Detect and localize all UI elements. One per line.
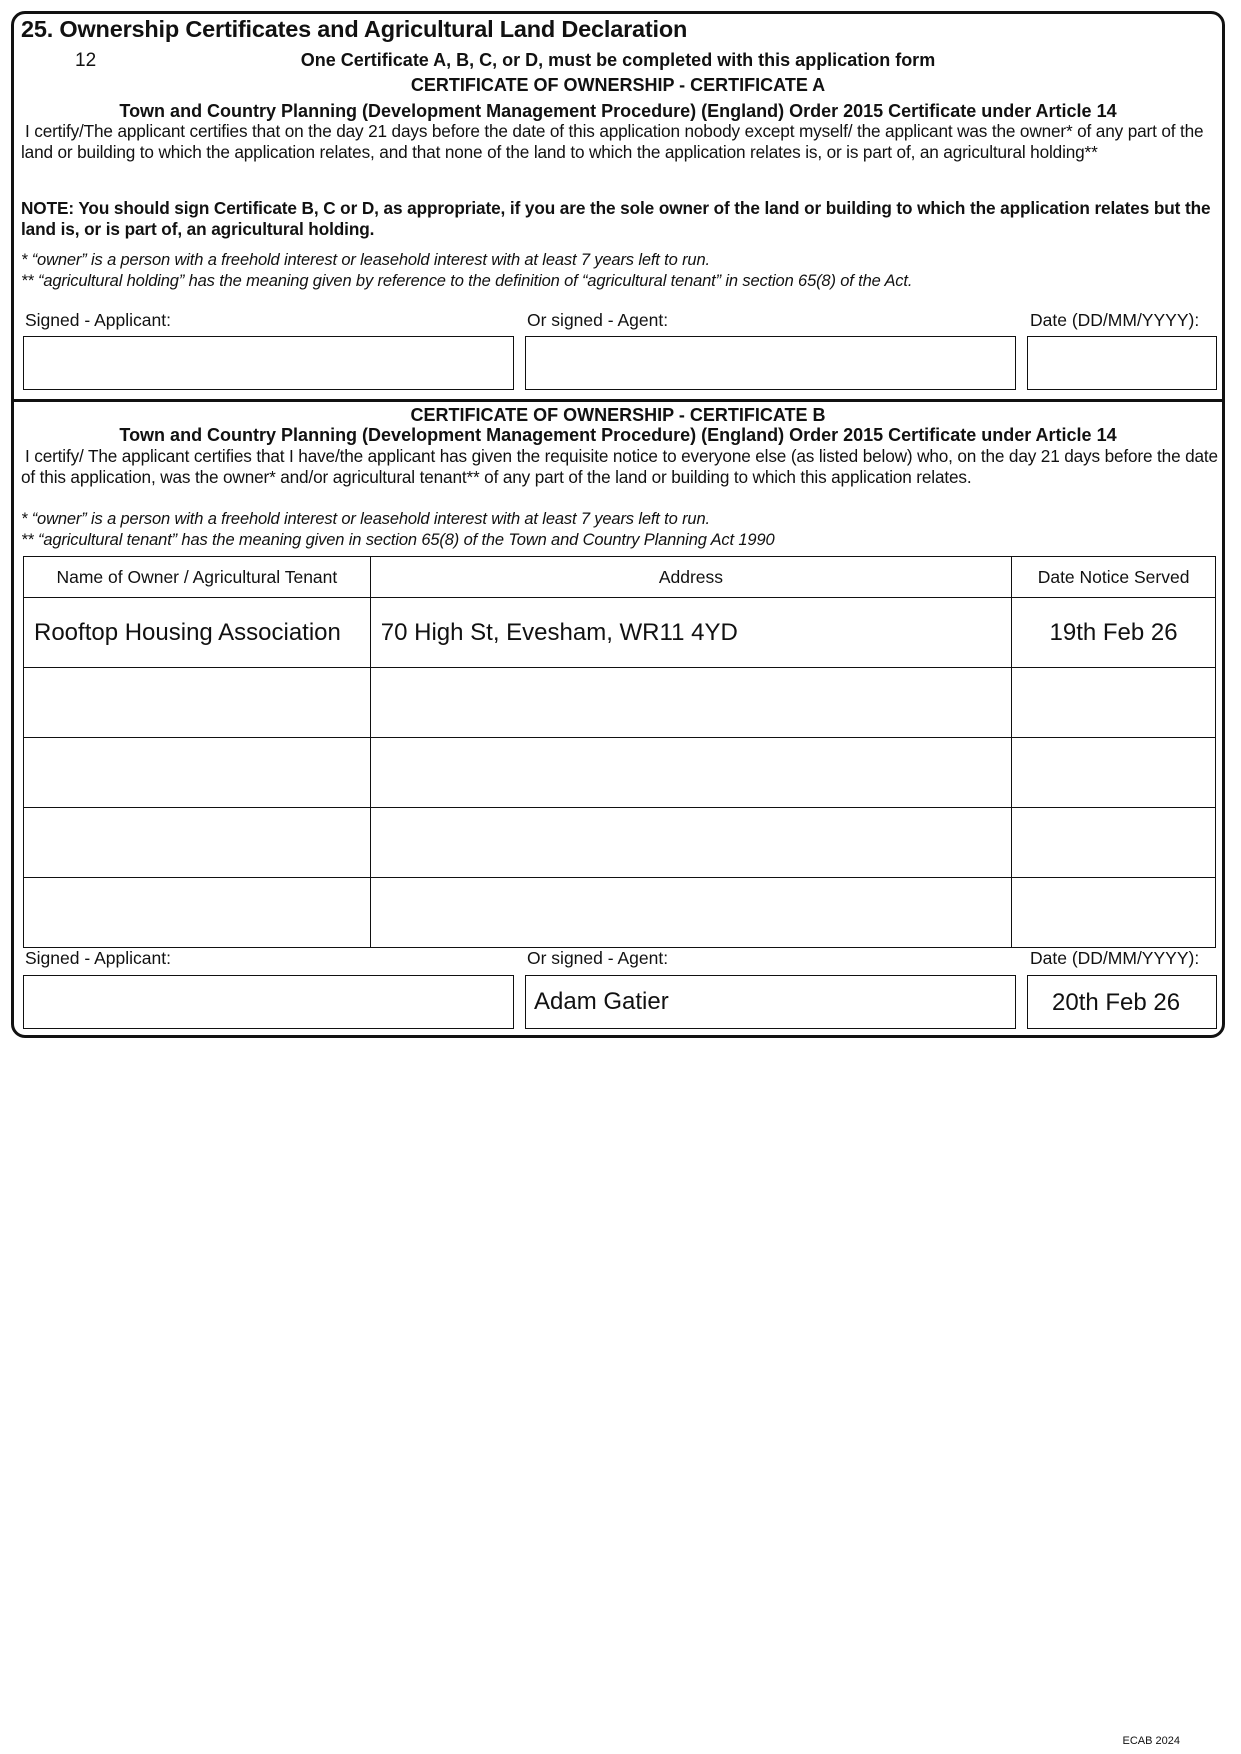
address-cell[interactable] (370, 738, 1011, 808)
section-divider (11, 399, 1225, 402)
cert-b-footnote-owner: * “owner” is a person with a freehold interest or leasehold interest with at least 7 years left to run. (21, 510, 710, 528)
table-row (24, 878, 1216, 948)
cert-a-agent-signature-field[interactable] (525, 336, 1016, 390)
table-row (24, 738, 1216, 808)
header-address: Address (370, 557, 1011, 598)
date-served-cell[interactable] (1012, 878, 1216, 948)
cert-b-date-value: 20th Feb 26 (1052, 989, 1181, 1016)
address-cell[interactable] (370, 808, 1011, 878)
table-row (24, 598, 1216, 668)
cert-a-body: I certify/The applicant certifies that on the day 21 days before the date of this application nobody except myself/ the applicant was the owner* of any part of the land or building to which the application relates, and that none of the land to which the application relates is, or is part of, an agricultural holding** (21, 121, 1204, 162)
cert-a-date-label: Date (DD/MM/YYYY): (1030, 310, 1200, 330)
cert-b-title: CERTIFICATE OF OWNERSHIP - CERTIFICATE B (410, 405, 826, 425)
cert-a-subtitle: Town and Country Planning (Development Management Procedure) (England) Order 2015 Certificate under Article 14 (119, 101, 1117, 121)
owner-name-cell[interactable] (24, 878, 371, 948)
cert-b-subtitle: Town and Country Planning (Development Management Procedure) (England) Order 2015 Certificate under Article 14 (119, 425, 1117, 445)
address-cell[interactable] (370, 878, 1011, 948)
header-owner-name: Name of Owner / Agricultural Tenant (24, 557, 371, 598)
field-number: 12 (75, 50, 97, 71)
cert-a-date-field[interactable] (1027, 336, 1217, 390)
cert-b-agent-label: Or signed - Agent: (527, 948, 669, 968)
owners-table (23, 556, 1216, 948)
date-served-cell[interactable] (1012, 738, 1216, 808)
table-row (24, 808, 1216, 878)
cert-a-agent-label: Or signed - Agent: (527, 310, 669, 330)
cert-b-body: I certify/ The applicant certifies that I have/the applicant has given the requisite notice to everyone else (as listed below) who, on the day 21 days before the date of this application, was the owner* and/or agricultural tenant** of any part of the land or building to which this application relates. (21, 446, 1218, 487)
table-header-row (24, 557, 1216, 598)
cert-a-title: CERTIFICATE OF OWNERSHIP - CERTIFICATE A (410, 75, 826, 95)
cert-b-footnote-tenant: ** “agricultural tenant” has the meaning given in section 65(8) of the Town and Country Planning Act 1990 (21, 531, 775, 549)
address-cell[interactable]: 70 High St, Evesham, WR11 4YD (370, 598, 1011, 668)
cert-a-applicant-label: Signed - Applicant: (25, 310, 171, 330)
cert-b-date-label: Date (DD/MM/YYYY): (1030, 948, 1200, 968)
cert-a-footnote-holding: ** “agricultural holding” has the meaning given by reference to the definition of “agricultural tenant” in section 65(8) of the Act. (21, 272, 913, 290)
owner-name-cell[interactable] (24, 808, 371, 878)
form-version-code: ECAB 2024 (1122, 1735, 1180, 1747)
cert-a-footnote-owner: * “owner” is a person with a freehold interest or leasehold interest with at least 7 years left to run. (21, 251, 710, 269)
date-served-cell[interactable] (1012, 808, 1216, 878)
cert-b-date-field[interactable] (1027, 975, 1217, 1029)
cert-b-applicant-label: Signed - Applicant: (25, 948, 171, 968)
instruction-text: One Certificate A, B, C, or D, must be completed with this application form (300, 50, 936, 70)
cert-a-applicant-signature-field[interactable] (23, 336, 514, 390)
cert-a-note: NOTE: You should sign Certificate B, C or D, as appropriate, if you are the sole owner of the land or building to which the application relates but the land is, or is part of, an agricultural holding. (21, 198, 1211, 239)
cert-b-agent-signature-field[interactable] (525, 975, 1016, 1029)
cert-b-agent-signature-value: Adam Gatier (534, 988, 669, 1015)
address-cell[interactable] (370, 668, 1011, 738)
date-served-cell[interactable] (1012, 668, 1216, 738)
cert-b-applicant-signature-field[interactable] (23, 975, 514, 1029)
table-row (24, 668, 1216, 738)
date-served-cell[interactable]: 19th Feb 26 (1012, 598, 1216, 668)
section-heading: 25. Ownership Certificates and Agricultural Land Declaration (21, 16, 688, 42)
owner-name-cell[interactable] (24, 668, 371, 738)
owner-name-cell[interactable]: Rooftop Housing Association (24, 598, 371, 668)
header-date-notice-served: Date Notice Served (1012, 557, 1216, 598)
owner-name-cell[interactable] (24, 738, 371, 808)
